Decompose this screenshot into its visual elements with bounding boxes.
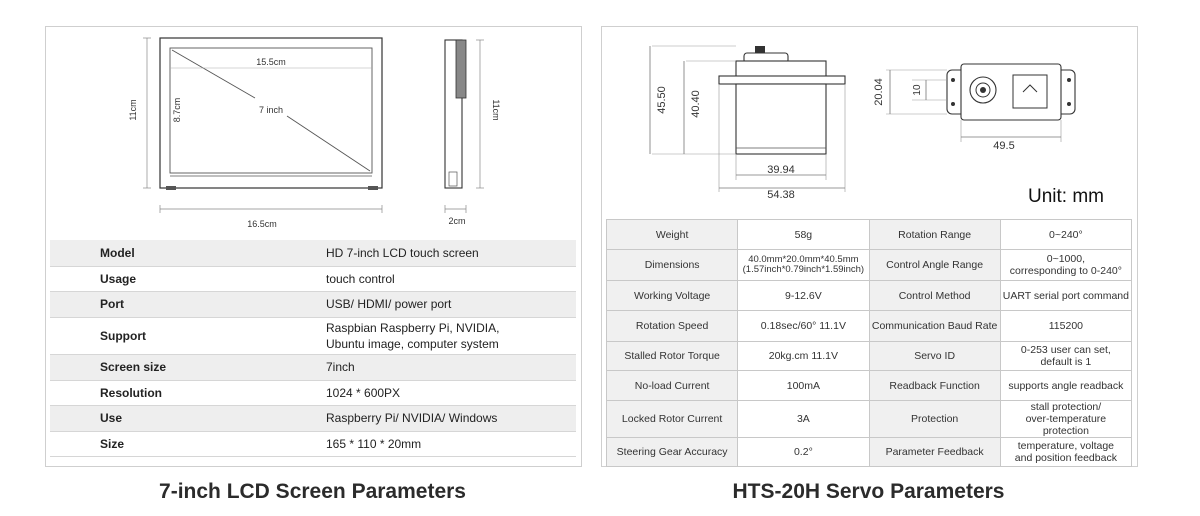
side-small-label: 10 [912, 84, 923, 96]
table-row [50, 431, 576, 456]
table-row [50, 266, 576, 291]
spec-label: Communication Baud Rate [869, 311, 1000, 342]
outer-height-label: 11cm [128, 99, 138, 121]
spec-label: Working Voltage [607, 281, 738, 311]
spec-value: 165 * 110 * 20mm [326, 431, 576, 456]
lcd-spec-table [50, 240, 576, 457]
spec-value: UART serial port command [1000, 281, 1131, 311]
spec-value: touch control [326, 266, 576, 291]
total-width-label: 54.38 [767, 189, 795, 201]
spec-label: Stalled Rotor Torque [607, 342, 738, 371]
diagonal-label: 7 inch [258, 105, 284, 115]
spec-key: Model [50, 240, 326, 266]
spec-value: 0.2° [738, 438, 869, 467]
table-row [607, 371, 1132, 401]
spec-key: Resolution [50, 380, 326, 405]
spec-label: Readback Function [869, 371, 1000, 401]
spec-label: Rotation Speed [607, 311, 738, 342]
spec-value: 0-253 user can set, default is 1 [1000, 342, 1131, 371]
unit-label: Unit: mm [1028, 186, 1104, 207]
table-row [607, 250, 1132, 281]
side-height-label: 11cm [491, 99, 501, 121]
spec-value: Raspberry Pi/ NVIDIA/ Windows [326, 405, 576, 431]
servo-diagram [0, 0, 1200, 215]
spec-value: 9-12.6V [738, 281, 869, 311]
total-height-label: 45.50 [656, 86, 668, 114]
spec-label: Control Angle Range [869, 250, 1000, 281]
table-row [607, 401, 1132, 438]
spec-label: Servo ID [869, 342, 1000, 371]
body-width-label: 39.94 [767, 164, 795, 176]
body-height-label: 40.40 [690, 90, 702, 118]
inner-height-label: 8.7cm [172, 97, 182, 123]
lcd-caption: 7-inch LCD Screen Parameters [159, 480, 466, 503]
spec-value: 115200 [1000, 311, 1131, 342]
spec-label: Protection [869, 401, 1000, 438]
spec-label: Dimensions [607, 250, 738, 281]
table-row [50, 354, 576, 380]
spec-label: Locked Rotor Current [607, 401, 738, 438]
spec-value: 0~240° [1000, 220, 1131, 250]
servo-caption: HTS-20H Servo Parameters [732, 480, 1005, 503]
spec-label: Weight [607, 220, 738, 250]
spec-label: No-load Current [607, 371, 738, 401]
spec-value: 3A [738, 401, 869, 438]
spec-key: Support [50, 317, 326, 354]
table-row [50, 240, 576, 266]
side-height-label: 20.04 [873, 78, 885, 106]
spec-value: 40.0mm*20.0mm*40.5mm (1.57inch*0.79inch*1.59inch) [738, 250, 869, 281]
servo-spec-table [606, 219, 1132, 467]
side-width-label: 49.5 [993, 140, 1015, 152]
spec-value: 7inch [326, 354, 576, 380]
thickness-label: 2cm [448, 216, 466, 226]
spec-value: 0~1000, corresponding to 0-240° [1000, 250, 1131, 281]
spec-value: Raspbian Raspberry Pi, NVIDIA, Ubuntu image, computer system [326, 317, 576, 354]
spec-value: 20kg.cm 11.1V [738, 342, 869, 371]
servo-lower-body [736, 84, 826, 154]
spec-value: stall protection/ over-temperature protection [1000, 401, 1131, 438]
table-row [50, 291, 576, 317]
spec-key: Use [50, 405, 326, 431]
table-row [50, 405, 576, 431]
spec-value: 58g [738, 220, 869, 250]
table-row [607, 311, 1132, 342]
spec-key: Usage [50, 266, 326, 291]
spec-label: Parameter Feedback [869, 438, 1000, 467]
inner-width-label: 15.5cm [256, 57, 286, 67]
table-row [50, 380, 576, 405]
table-row [607, 438, 1132, 467]
spec-value: USB/ HDMI/ power port [326, 291, 576, 317]
outer-width-label: 16.5cm [247, 219, 277, 229]
spec-key: Port [50, 291, 326, 317]
spec-value: HD 7-inch LCD touch screen [326, 240, 576, 266]
spec-value: 0.18sec/60° 11.1V [738, 311, 869, 342]
spec-key: Size [50, 431, 326, 456]
spec-value: 1024 * 600PX [326, 380, 576, 405]
spec-label: Control Method [869, 281, 1000, 311]
servo-mount-flange [719, 76, 845, 84]
spec-value: supports angle readback [1000, 371, 1131, 401]
table-row [607, 342, 1132, 371]
spec-label: Rotation Range [869, 220, 1000, 250]
spec-value: 100mA [738, 371, 869, 401]
table-row [607, 281, 1132, 311]
table-row [50, 317, 576, 354]
spec-label: Steering Gear Accuracy [607, 438, 738, 467]
spec-key: Screen size [50, 354, 326, 380]
table-row [607, 220, 1132, 250]
spec-value: temperature, voltage and position feedback [1000, 438, 1131, 467]
